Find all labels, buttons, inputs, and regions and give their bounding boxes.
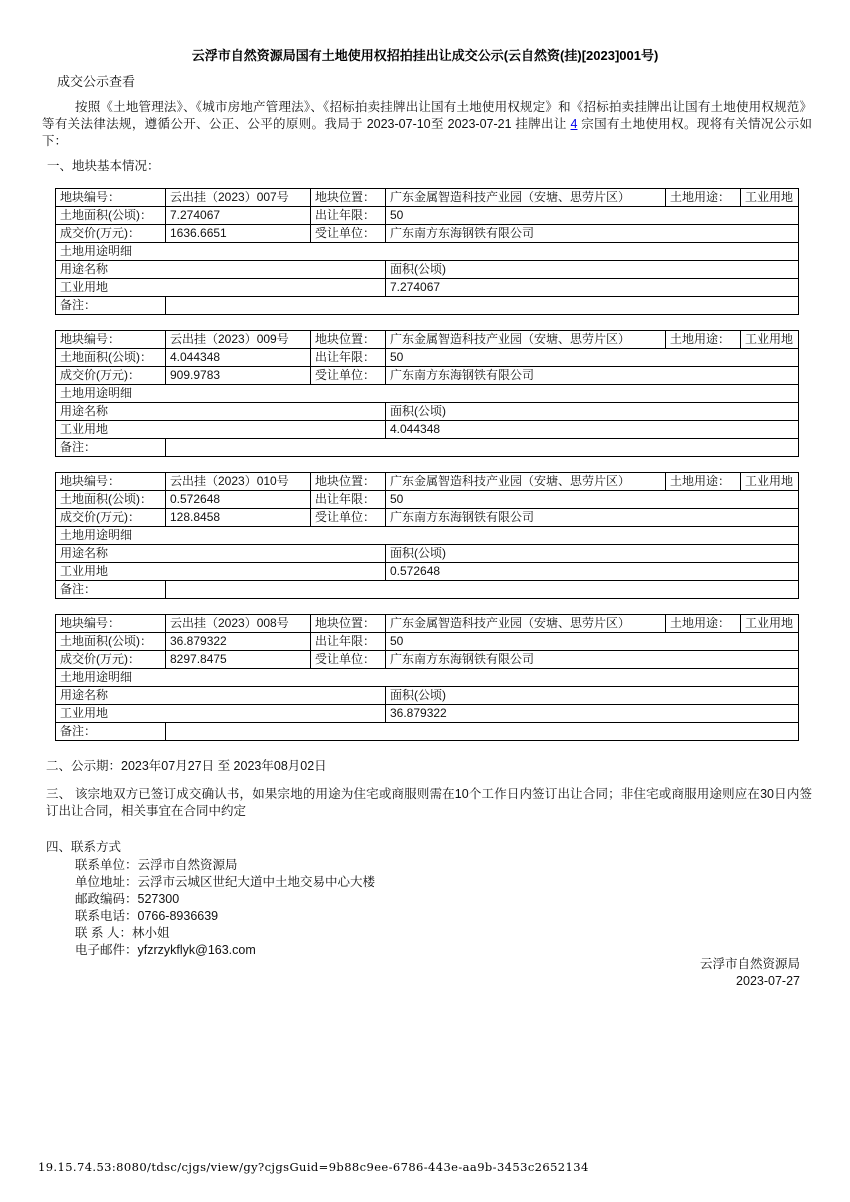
contact-person: 联 系 人：林小姐 — [75, 925, 170, 940]
use-detail-header: 土地用途明细 — [56, 527, 799, 545]
contact-postal-code: 邮政编码：527300 — [75, 891, 180, 906]
term-label: 出让年限： — [311, 349, 386, 367]
price-value: 1636.6651 — [166, 225, 311, 243]
price-value: 8297.8475 — [166, 651, 311, 669]
land-use-label: 土地用途： — [666, 615, 741, 633]
table-row — [56, 545, 799, 563]
location-value: 广东金属智造科技产业园（安塘、思劳片区） — [386, 473, 666, 491]
plot-table-2 — [55, 330, 799, 457]
table-row — [56, 705, 799, 723]
table-row — [56, 473, 799, 491]
price-label: 成交价(万元)： — [56, 509, 166, 527]
plot-no-label: 地块编号： — [56, 189, 166, 207]
table-row — [56, 491, 799, 509]
transferee-label: 受让单位： — [311, 225, 386, 243]
contact-phone: 联系电话：0766-8936639 — [75, 908, 219, 923]
price-label: 成交价(万元)： — [56, 651, 166, 669]
table-row — [56, 297, 799, 315]
location-value: 广东金属智造科技产业园（安塘、思劳片区） — [386, 189, 666, 207]
table-row — [56, 403, 799, 421]
term-value: 50 — [386, 349, 799, 367]
use-detail-header: 土地用途明细 — [56, 385, 799, 403]
use-area-header: 面积(公顷) — [386, 545, 799, 563]
plot-no-label: 地块编号： — [56, 615, 166, 633]
signature-org: 云浮市自然资源局 — [699, 956, 800, 971]
use-name-value: 工业用地 — [56, 705, 386, 723]
contact-list — [75, 857, 850, 959]
table-row — [56, 687, 799, 705]
table-row — [56, 207, 799, 225]
table-row — [56, 581, 799, 599]
intro-text-after: 宗国有土地使用权。现将有关情况公示如下： — [42, 117, 812, 148]
transferee-value: 广东南方东海钢铁有限公司 — [386, 367, 799, 385]
transferee-label: 受让单位： — [311, 509, 386, 527]
table-row — [56, 225, 799, 243]
table-row — [56, 279, 799, 297]
remark-value — [166, 723, 799, 741]
table-row — [56, 651, 799, 669]
term-label: 出让年限： — [311, 207, 386, 225]
term-value: 50 — [386, 207, 799, 225]
use-area-header: 面积(公顷) — [386, 261, 799, 279]
contact-unit: 联系单位：云浮市自然资源局 — [75, 857, 238, 872]
table-row — [56, 669, 799, 687]
table-row — [56, 349, 799, 367]
section-3-contract-terms: 三、 该宗地双方已签订成交确认书，如果宗地的用途为住宅或商服则需在10个工作日内签订出让合同；非住宅或商服用途则应在30日内签订出让合同，相关事宜在合同中约定 — [46, 786, 812, 818]
table-row — [56, 633, 799, 651]
table-row — [56, 367, 799, 385]
location-value: 广东金属智造科技产业园（安塘、思劳片区） — [386, 331, 666, 349]
table-row — [56, 563, 799, 581]
table-row — [56, 385, 799, 403]
plot-no-value: 云出挂（2023）009号 — [166, 331, 311, 349]
intro-paragraph — [42, 99, 812, 150]
use-name-value: 工业用地 — [56, 421, 386, 439]
contact-address: 单位地址：云浮市云城区世纪大道中土地交易中心大楼 — [75, 874, 376, 889]
location-value: 广东金属智造科技产业园（安塘、思劳片区） — [386, 615, 666, 633]
table-row — [56, 331, 799, 349]
listed-plot-count-link[interactable]: 4 — [570, 117, 578, 131]
area-value: 7.274067 — [166, 207, 311, 225]
location-label: 地块位置： — [311, 189, 386, 207]
use-name-header: 用途名称 — [56, 545, 386, 563]
transferee-label: 受让单位： — [311, 651, 386, 669]
signature-block — [0, 956, 800, 990]
view-announcement-label: 成交公示查看 — [57, 74, 136, 89]
location-label: 地块位置： — [311, 331, 386, 349]
remark-label: 备注： — [56, 723, 166, 741]
use-area-value: 0.572648 — [386, 563, 799, 581]
use-detail-header: 土地用途明细 — [56, 243, 799, 261]
section-2-publicity-period: 二、公示期：2023年07月27日 至 2023年08月02日 — [46, 759, 327, 773]
land-use-value: 工业用地 — [741, 189, 799, 207]
use-area-value: 36.879322 — [386, 705, 799, 723]
area-label: 土地面积(公顷)： — [56, 207, 166, 225]
use-name-value: 工业用地 — [56, 279, 386, 297]
use-name-header: 用途名称 — [56, 403, 386, 421]
plot-no-value: 云出挂（2023）010号 — [166, 473, 311, 491]
plot-table-4 — [55, 614, 799, 741]
remark-label: 备注： — [56, 581, 166, 599]
table-row — [56, 189, 799, 207]
transferee-value: 广东南方东海钢铁有限公司 — [386, 651, 799, 669]
term-label: 出让年限： — [311, 491, 386, 509]
plot-no-value: 云出挂（2023）007号 — [166, 189, 311, 207]
table-row — [56, 527, 799, 545]
use-area-header: 面积(公顷) — [386, 403, 799, 421]
use-name-header: 用途名称 — [56, 687, 386, 705]
land-use-value: 工业用地 — [741, 331, 799, 349]
area-label: 土地面积(公顷)： — [56, 633, 166, 651]
plot-table-1 — [55, 188, 799, 315]
land-use-label: 土地用途： — [666, 331, 741, 349]
land-use-label: 土地用途： — [666, 473, 741, 491]
remark-value — [166, 581, 799, 599]
signature-date: 2023-07-27 — [736, 973, 800, 988]
print-footer-url: 19.15.74.53:8080/tdsc/cjgs/view/gy?cjgsGuid=9b88c9ee-6786-443e-aa9b-3453c2652134 — [38, 1160, 589, 1174]
table-row — [56, 439, 799, 457]
transferee-label: 受让单位： — [311, 367, 386, 385]
table-row — [56, 243, 799, 261]
remark-label: 备注： — [56, 297, 166, 315]
table-row — [56, 509, 799, 527]
section-4-heading: 四、联系方式 — [46, 839, 122, 854]
use-name-header: 用途名称 — [56, 261, 386, 279]
price-label: 成交价(万元)： — [56, 367, 166, 385]
area-value: 36.879322 — [166, 633, 311, 651]
price-value: 128.8458 — [166, 509, 311, 527]
plot-table-3 — [55, 472, 799, 599]
area-label: 土地面积(公顷)： — [56, 491, 166, 509]
term-value: 50 — [386, 633, 799, 651]
location-label: 地块位置： — [311, 615, 386, 633]
table-row — [56, 723, 799, 741]
area-value: 4.044348 — [166, 349, 311, 367]
plot-no-label: 地块编号： — [56, 331, 166, 349]
transferee-value: 广东南方东海钢铁有限公司 — [386, 225, 799, 243]
table-row — [56, 421, 799, 439]
use-name-value: 工业用地 — [56, 563, 386, 581]
use-area-header: 面积(公顷) — [386, 687, 799, 705]
price-label: 成交价(万元)： — [56, 225, 166, 243]
price-value: 909.9783 — [166, 367, 311, 385]
use-detail-header: 土地用途明细 — [56, 669, 799, 687]
plot-no-label: 地块编号： — [56, 473, 166, 491]
land-use-value: 工业用地 — [741, 473, 799, 491]
location-label: 地块位置： — [311, 473, 386, 491]
term-value: 50 — [386, 491, 799, 509]
section-1-heading: 一、地块基本情况： — [47, 159, 160, 173]
land-use-label: 土地用途： — [666, 189, 741, 207]
area-label: 土地面积(公顷)： — [56, 349, 166, 367]
use-area-value: 7.274067 — [386, 279, 799, 297]
contact-email: 电子邮件：yfzrzykflyk@163.com — [75, 942, 256, 957]
plot-no-value: 云出挂（2023）008号 — [166, 615, 311, 633]
land-use-value: 工业用地 — [741, 615, 799, 633]
page-title: 云浮市自然资源局国有土地使用权招拍挂出让成交公示(云自然资(挂)[2023]001号) — [191, 48, 659, 63]
area-value: 0.572648 — [166, 491, 311, 509]
table-row — [56, 261, 799, 279]
term-label: 出让年限： — [311, 633, 386, 651]
table-row — [56, 615, 799, 633]
remark-value — [166, 439, 799, 457]
transferee-value: 广东南方东海钢铁有限公司 — [386, 509, 799, 527]
remark-value — [166, 297, 799, 315]
use-area-value: 4.044348 — [386, 421, 799, 439]
intro-text-before: 按照《土地管理法》、《城市房地产管理法》、《招标拍卖挂牌出让国有土地使用权规定》和《招标拍卖挂牌出让国有土地使用权规范》等有关法律法规，遵循公开、公正、公平的原则。我局于 2023-07-10至 2023-07-21 挂牌出让 — [42, 100, 812, 131]
remark-label: 备注： — [56, 439, 166, 457]
